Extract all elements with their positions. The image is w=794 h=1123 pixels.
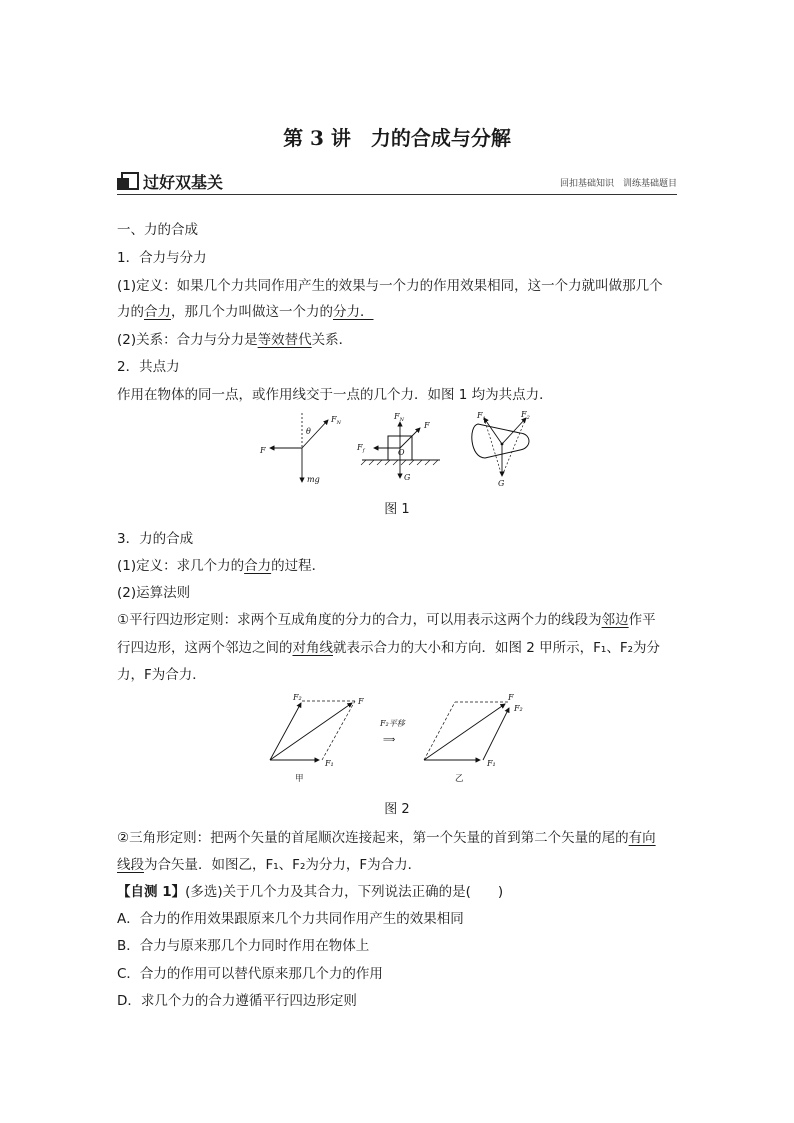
svg-text:乙: 乙 <box>455 774 464 784</box>
relation-line: (2)关系：合力与分力是等效替代关系． <box>117 332 353 348</box>
figure-2-left <box>270 693 364 784</box>
section-subtitle: 回扣基础知识 训练基础题目 <box>559 179 677 189</box>
svg-text:F2: $F_2$ <box>521 410 530 421</box>
term-directed: 有向 <box>628 830 656 846</box>
svg-text:θ: θ <box>306 427 311 436</box>
svg-text:F1: $F_1$ <box>477 411 486 422</box>
parallelogram-line-1: ①平行四边形定则：求两个互成角度的分力的合力，可以用表示这两个力的线段为邻边作平 <box>117 612 656 628</box>
figure-2-right <box>424 693 523 784</box>
figure-2-caption: 图 2 <box>384 802 410 817</box>
section-name: 过好双基关 <box>143 173 224 192</box>
figure-1c <box>472 410 530 488</box>
svg-text:甲: 甲 <box>295 774 304 784</box>
svg-text:FN: $F_N$ <box>331 415 341 426</box>
term-resultant: 合力 <box>144 304 171 320</box>
term-component: 分力． <box>333 304 374 320</box>
section-header <box>117 170 677 195</box>
triangle-line-1: ②三角形定则：把两个矢量的首尾顺次连接起来，第一个矢量的首到第二个矢量的尾的有向 <box>117 830 656 846</box>
quiz-option-c: C．合力的作用可以替代原来那几个力的作用 <box>117 966 383 982</box>
concurrent-definition: 作用在物体的同一点，或作用线交于一点的几个力．如图 1 均为共点力． <box>117 387 553 403</box>
heading-force-composition: 一、力的合成 <box>117 222 198 238</box>
svg-text:mg: mg <box>307 475 320 484</box>
page-title: 第 3 讲 力的合成与分解 <box>283 126 511 150</box>
svg-text:F₂: F₂ <box>514 704 523 713</box>
composition-definition: (1)定义：求几个力的合力的过程． <box>117 558 326 574</box>
figure-2 <box>0 690 794 790</box>
svg-text:FN: $F_N$ <box>394 412 404 423</box>
quiz-question: 【自测 1】(多选)关于几个力及其合力，下列说法正确的是( ) <box>117 884 504 900</box>
quiz-option-d: D．求几个力的合力遵循平行四边形定则 <box>117 993 357 1009</box>
definition-line-2: 力的合力，那几个力叫做这一个力的分力． <box>117 304 374 320</box>
svg-text:F: F <box>508 693 514 702</box>
svg-text:F₁: F₁ <box>487 759 496 768</box>
svg-text:F₂平移: F₂平移 <box>380 719 405 728</box>
subheading-concurrent: 2．共点力 <box>117 359 180 375</box>
svg-text:F₂: F₂ <box>293 693 302 702</box>
term-adjacent: 邻边 <box>601 612 629 628</box>
term-segment: 线段 <box>117 857 144 873</box>
svg-text:F: F <box>424 421 430 430</box>
svg-text:O: O <box>398 448 405 457</box>
svg-text:F: F <box>358 697 364 706</box>
subheading-resultant: 1．合力与分力 <box>117 250 207 266</box>
figure-2-arrow <box>379 719 406 745</box>
figure-1b <box>356 412 440 482</box>
term-diagonal: 对角线 <box>292 640 333 656</box>
figure-1-caption: 图 1 <box>384 502 410 517</box>
svg-text:F: F <box>260 446 266 455</box>
quiz-option-b: B．合力与原来那几个力同时作用在物体上 <box>117 938 370 954</box>
parallelogram-line-2: 行四边形，这两个邻边之间的对角线就表示合力的大小和方向．如图 2 甲所示，F₁、F₂为分 <box>117 640 661 656</box>
parallelogram-line-3: 力，F为合力． <box>117 667 206 683</box>
svg-text:F₁: F₁ <box>325 759 334 768</box>
triangle-line-2: 线段为合矢量．如图乙，F₁、F₂为分力，F为合力． <box>117 857 422 873</box>
section-square-icon <box>121 172 139 190</box>
svg-text:G: G <box>404 473 411 482</box>
svg-text:⟹: ⟹ <box>383 735 396 745</box>
term-equivalent: 等效替代 <box>257 332 312 348</box>
figure-1 <box>0 408 794 508</box>
definition-line-1: (1)定义：如果几个力共同作用产生的效果与一个力的作用效果相同，这一个力就叫做那几个 <box>117 278 663 294</box>
subheading-composition: 3．力的合成 <box>117 531 194 547</box>
svg-text:Ff: $F_f$ <box>357 443 365 454</box>
figure-1a <box>259 413 342 484</box>
svg-text:G: G <box>498 479 505 488</box>
term-resultant-2: 合力 <box>244 558 272 574</box>
quiz-option-a: A．合力的作用效果跟原来几个力共同作用产生的效果相同 <box>117 911 464 927</box>
quiz-tag: 【自测 1】 <box>117 884 186 900</box>
rule-heading: (2)运算法则 <box>117 585 191 601</box>
